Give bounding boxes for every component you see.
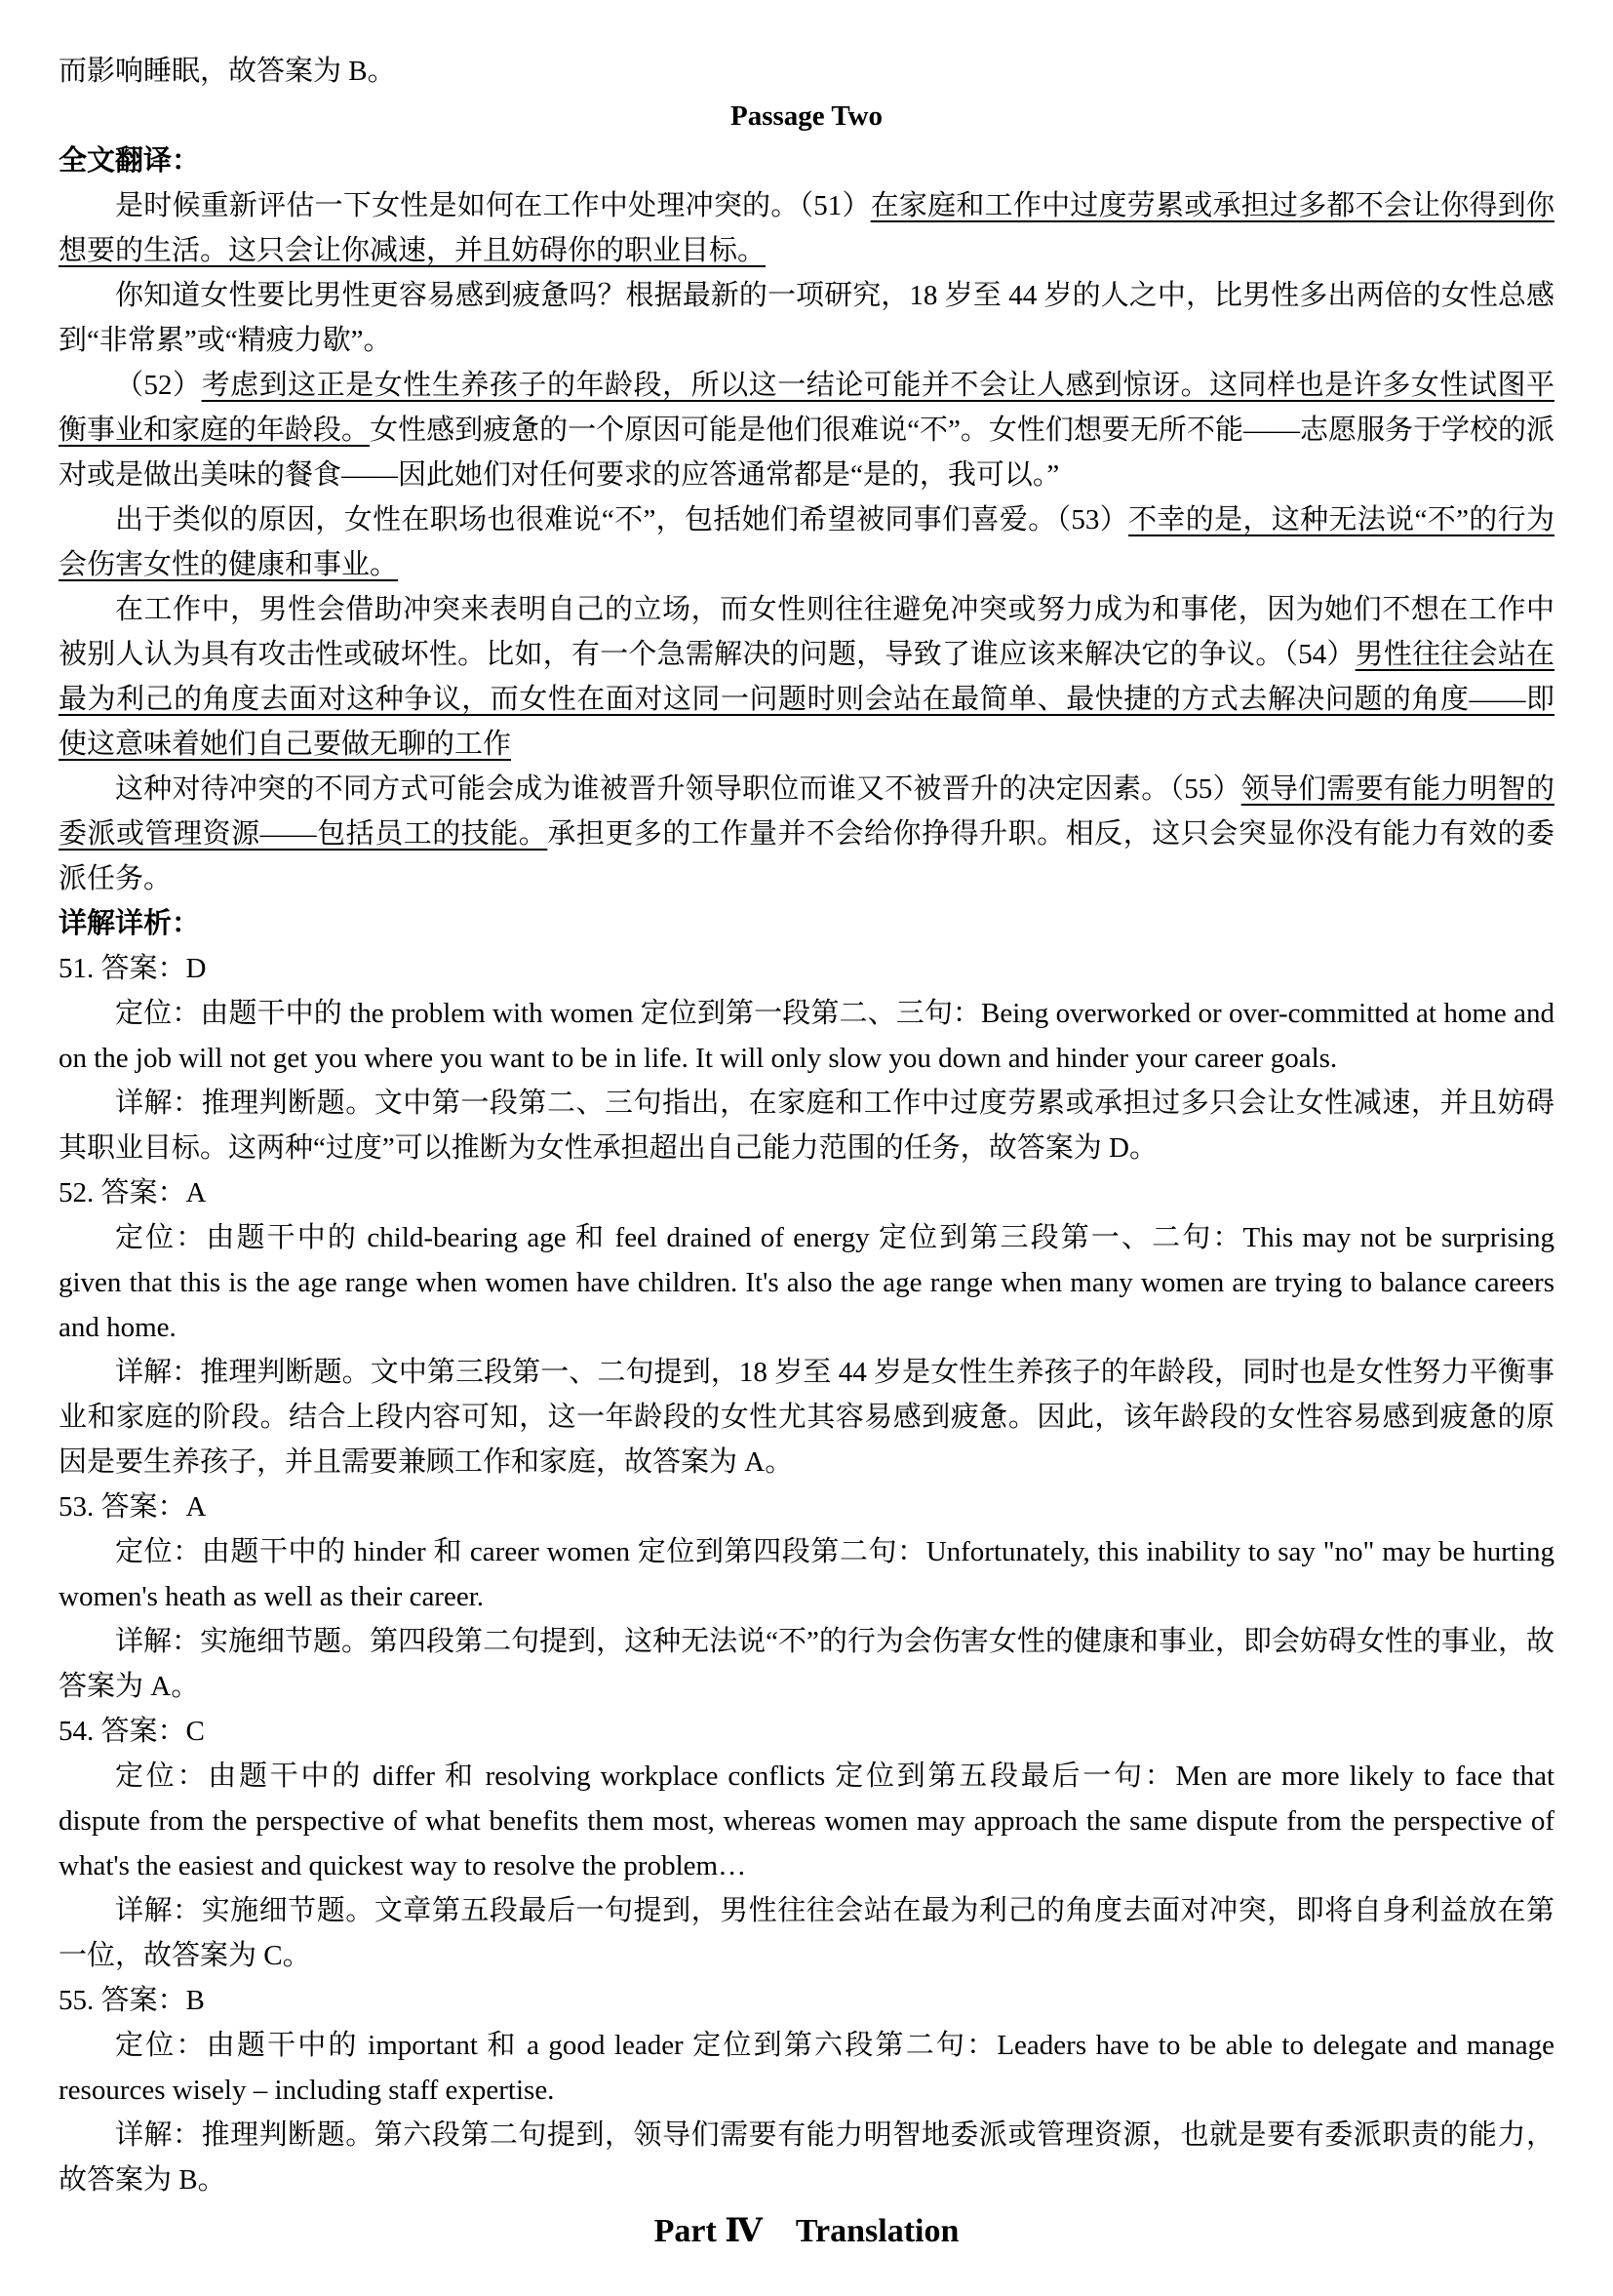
answer-label: 答案： xyxy=(100,1716,186,1747)
text-segment: （52） xyxy=(115,370,202,401)
text-segment: 这种对待冲突的不同方式可能会成为谁被晋升领导职位而谁又不被晋升的决定因素。（55） xyxy=(115,773,1241,805)
question-explanation: 详解：推理判断题。第六段第二句提到，领导们需要有能力明智地委派或管理资源，也就是要有委派职责的能力，故答案为 B。 xyxy=(59,2119,1554,2196)
question-explanation: 详解：推理判断题。文中第一段第二、三句指出，在家庭和工作中过度劳累或承担过多只会让女性减速，并且妨碍其职业目标。这两种“过度”可以推断为女性承担超出自己能力范围的任务，故答案为 D。 xyxy=(59,1088,1554,1164)
analysis-label: 详解详析： xyxy=(59,908,201,939)
question-number: 51. xyxy=(59,953,101,984)
text-segment: 是时候重新评估一下女性是如何在工作中处理冲突的。（51） xyxy=(115,190,871,221)
answer-label: 答案： xyxy=(100,953,186,984)
translation-paragraph xyxy=(59,363,1554,497)
underlined-sentence: 考虑到这正是女性生养孩子的年龄段，所以这一结论可能并不会让人感到惊讶。这同样也是许多女性试图平衡事业和家庭的年龄段。 xyxy=(59,370,1554,446)
translation-paragraphs xyxy=(59,183,1554,901)
question-location: 定位：由题干中的 differ 和 resolving workplace conflicts 定位到第五段最后一句：Men are more likely to face that dispute from the perspective of what benefits them most, whereas women may approach the same dispute from the perspective of what's the easiest and quickest way to resolve the problem… xyxy=(59,1761,1554,1881)
questions-list xyxy=(59,946,1554,2202)
text-segment: 你知道女性要比男性更容易感到疲惫吗？根据最新的一项研究，18 岁至 44 岁的人之中，比男性多出两倍的女性总感到“非常累”或“精疲力歇”。 xyxy=(59,280,1554,356)
underlined-sentence: 在家庭和工作中过度劳累或承担过多都不会让你得到你想要的生活。这只会让你减速，并且妨碍你的职业目标。 xyxy=(59,190,1554,266)
question-location: 定位：由题干中的 the problem with women 定位到第一段第二、三句：Being overworked or over-committed at home and on the job will not get you where you want to be in life. It will only slow you down and hinder your career goals. xyxy=(59,998,1554,1074)
underlined-sentence: 领导们需要有能力明智的委派或管理资源——包括员工的技能。 xyxy=(59,773,1554,850)
translation-label: 全文翻译： xyxy=(59,145,201,177)
answer-label: 答案： xyxy=(100,1177,186,1208)
question-location: 定位：由题干中的 hinder 和 career women 定位到第四段第二句：Unfortunately, this inability to say "no" may be hurting women's heath as well as their career. xyxy=(59,1536,1554,1612)
translation-paragraph xyxy=(59,497,1554,587)
answer-letter: D xyxy=(185,953,207,984)
underlined-sentence: 男性往往会站在最为利己的角度去面对这种争议，而女性在面对这同一问题时则会站在最简单、最快捷的方式去解决问题的角度——即使这意味着她们自己要做无聊的工作 xyxy=(59,639,1554,760)
question-location: 定位：由题干中的 child-bearing age 和 feel drained of energy 定位到第三段第一、二句：This may not be surprising given that this is the age range when women have children. It's also the age range when many women are trying to balance careers and home. xyxy=(59,1222,1554,1343)
question-explanation: 详解：实施细节题。第四段第二句提到，这种无法说“不”的行为会伤害女性的健康和事业，即会妨碍女性的事业，故答案为 A。 xyxy=(59,1626,1554,1702)
translation-paragraph xyxy=(59,273,1554,363)
question-answer-line xyxy=(59,1484,1554,1529)
text-segment: 出于类似的原因，女性在职场也很难说“不”，包括她们希望被同事们喜爱。（53） xyxy=(115,504,1129,535)
question-number: 53. xyxy=(59,1491,101,1523)
question-answer-line xyxy=(59,1170,1554,1215)
text-segment: 女性感到疲惫的一个原因可能是他们很难说“不”。女性们想要无所不能——志愿服务于学校的派对或是做出美味的餐食——因此她们对任何要求的应答通常都是“是的，我可以。” xyxy=(59,415,1554,491)
answer-letter: A xyxy=(185,1177,207,1208)
question-number: 54. xyxy=(59,1716,101,1747)
part-heading: Part Ⅳ Translation xyxy=(653,2213,960,2249)
translation-paragraph xyxy=(59,587,1554,767)
question-explanation: 详解：实施细节题。文章第五段最后一句提到，男性往往会站在最为利己的角度去面对冲突，即将自身利益放在第一位，故答案为 C。 xyxy=(59,1895,1554,1971)
question-number: 52. xyxy=(59,1177,101,1208)
answer-label: 答案： xyxy=(100,1491,186,1523)
question-answer-line xyxy=(59,1709,1554,1754)
translation-paragraph xyxy=(59,183,1554,273)
question-answer-line xyxy=(59,946,1554,991)
underlined-sentence: 不幸的是，这种无法说“不”的行为会伤害女性的健康和事业。 xyxy=(59,504,1554,580)
passage-heading: Passage Two xyxy=(729,100,884,132)
answer-letter: C xyxy=(185,1716,205,1747)
answer-letter: B xyxy=(185,1985,205,2016)
question-number: 55. xyxy=(59,1985,101,2016)
translation-paragraph xyxy=(59,767,1554,901)
answer-letter: A xyxy=(185,1491,207,1523)
answer-label: 答案： xyxy=(100,1985,186,2016)
question-explanation: 详解：推理判断题。文中第三段第一、二句提到，18 岁至 44 岁是女性生养孩子的年龄段，同时也是女性努力平衡事业和家庭的阶段。结合上段内容可知，这一年龄段的女性尤其容易感到疲惫。因此，该年龄段的女性容易感到疲惫的原因是要生养孩子，并且需要兼顾工作和家庭，故答案为 A。 xyxy=(59,1357,1554,1478)
prev-answer-line: 而影响睡眠，故答案为 B。 xyxy=(59,56,396,87)
question-location: 定位：由题干中的 important 和 a good leader 定位到第六段第二句：Leaders have to be able to delegate and manage resources wisely – including staff expertise. xyxy=(59,2030,1554,2106)
text-segment: 承担更多的工作量并不会给你挣得升职。相反，这只会突显你没有能力有效的委派任务。 xyxy=(59,818,1554,894)
question-answer-line xyxy=(59,1978,1554,2023)
text-segment: 在工作中，男性会借助冲突来表明自己的立场，而女性则往往避免冲突或努力成为和事佬，因为她们不想在工作中被别人认为具有攻击性或破坏性。比如，有一个急需解决的问题，导致了谁应该来解决它的争议。（54） xyxy=(59,594,1554,670)
